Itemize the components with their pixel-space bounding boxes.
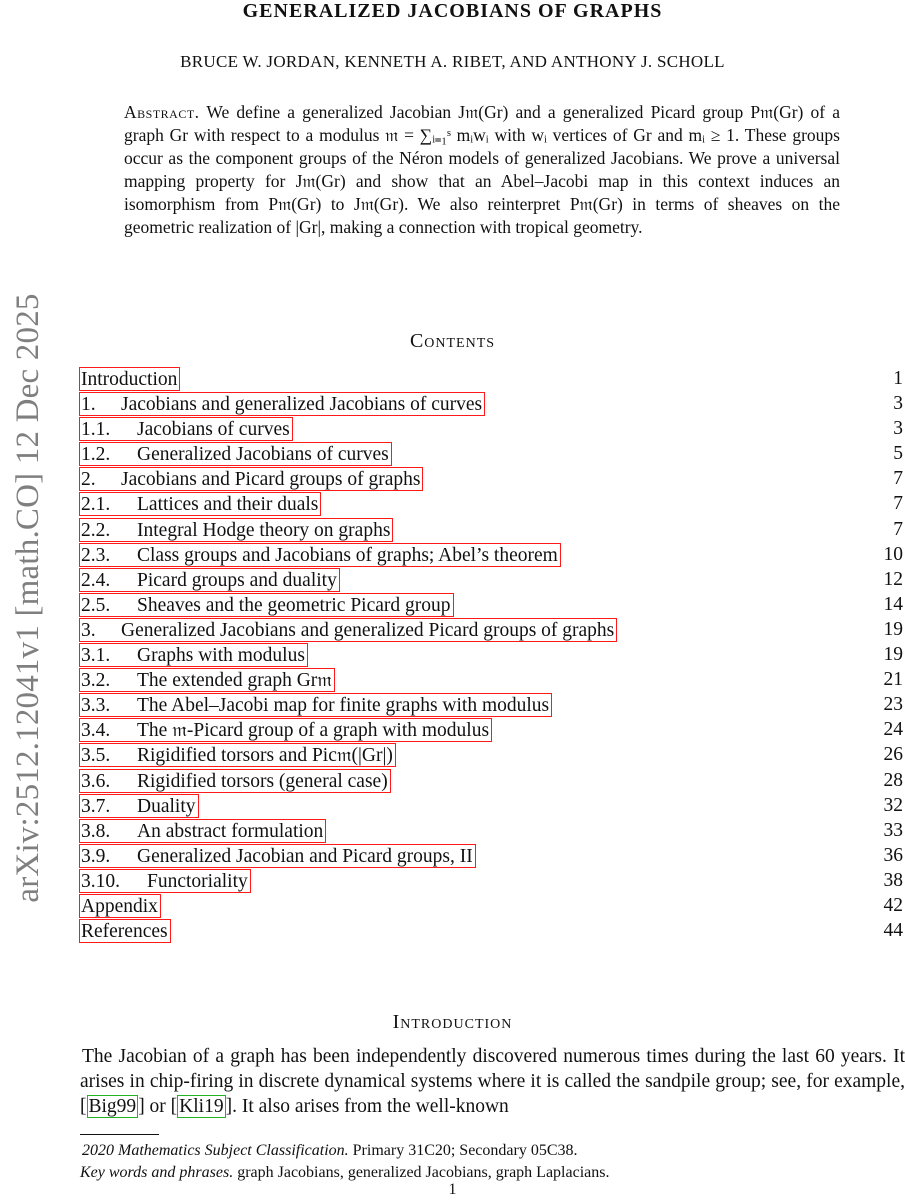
- toc-row: [79, 693, 905, 718]
- toc-section-number: 1.2.: [81, 444, 111, 466]
- toc-page-number: 36: [883, 844, 903, 866]
- toc-section-number: 3.1.: [81, 645, 111, 667]
- toc-section-title: Appendix: [81, 895, 158, 917]
- toc-section-number: 2.: [81, 469, 96, 491]
- toc-row: [79, 568, 905, 593]
- toc-section-title: Rigidified torsors and Pic𝔪(|Gr|): [137, 745, 393, 767]
- toc-section-title: References: [81, 921, 168, 943]
- toc-section-number: 2.3.: [81, 544, 111, 566]
- introduction-paragraph: [80, 1044, 905, 1119]
- toc-section-title: Introduction: [81, 369, 178, 390]
- toc-section-title: The extended graph Gr𝔪: [137, 670, 332, 692]
- toc-section-title: Integral Hodge theory on graphs: [137, 519, 391, 541]
- toc-section-number: 2.4.: [81, 569, 111, 591]
- keywords-text: graph Jacobians, generalized Jacobians, graph Laplacians.: [237, 1164, 610, 1181]
- toc-section-title: Functoriality: [147, 870, 248, 892]
- toc-row: [79, 919, 905, 944]
- toc-section-title: Duality: [137, 795, 196, 817]
- toc-row: [79, 844, 905, 869]
- toc-section-title: Rigidified torsors (general case): [137, 770, 388, 792]
- toc-page-number: 1: [893, 368, 903, 389]
- toc-page-number: 3: [893, 418, 903, 440]
- toc-section-number: 3.2.: [81, 670, 111, 692]
- toc-section-number: 3.6.: [81, 770, 111, 792]
- toc-link[interactable]: [79, 819, 326, 843]
- toc-page-number: 42: [883, 894, 903, 916]
- toc-section-title: Class groups and Jacobians of graphs; Abel’s theorem: [137, 544, 558, 566]
- toc-link[interactable]: [79, 367, 180, 391]
- toc-section-title: Generalized Jacobians and generalized Picard groups of graphs: [121, 619, 615, 641]
- toc-link[interactable]: [79, 643, 308, 667]
- toc-link[interactable]: [79, 869, 251, 893]
- toc-row: [79, 794, 905, 819]
- toc-row: [79, 417, 905, 442]
- toc-link[interactable]: [79, 743, 396, 767]
- toc-link[interactable]: [79, 568, 340, 592]
- toc-section-title: An abstract formulation: [137, 820, 324, 842]
- toc-section-number: 2.1.: [81, 494, 111, 516]
- toc-row: [79, 819, 905, 844]
- toc-link[interactable]: [79, 718, 492, 742]
- toc-link[interactable]: [79, 467, 423, 491]
- toc-page-number: 19: [883, 618, 903, 640]
- toc-page-number: 14: [883, 593, 903, 615]
- toc-section-number: 1.: [81, 394, 96, 416]
- msc-text: Primary 31C20; Secondary 05C38.: [352, 1142, 578, 1159]
- toc-section-title: The Abel–Jacobi map for finite graphs with modulus: [137, 695, 550, 717]
- toc-section-title: Lattices and their duals: [137, 494, 319, 516]
- toc-section-number: 3.4.: [81, 720, 111, 742]
- toc-row: [79, 593, 905, 618]
- toc-link[interactable]: [79, 794, 199, 818]
- toc-section-number: 3.: [81, 619, 96, 641]
- toc-link[interactable]: [79, 618, 617, 642]
- toc-row: [79, 492, 905, 517]
- toc-section-number: 3.3.: [81, 695, 111, 717]
- abstract: [124, 101, 840, 239]
- toc-row: [79, 743, 905, 768]
- toc-row: [79, 769, 905, 794]
- toc-row: [79, 869, 905, 894]
- toc-page-number: 23: [883, 694, 903, 716]
- toc-row: [79, 467, 905, 492]
- toc-section-title: Jacobians and generalized Jacobians of curves: [121, 394, 483, 416]
- footnote-rule: [80, 1134, 159, 1135]
- toc-section-number: 3.5.: [81, 745, 111, 767]
- toc-row: [79, 894, 905, 919]
- toc-page-number: 38: [883, 869, 903, 891]
- toc-section-number: 2.5.: [81, 594, 111, 616]
- arxiv-identifier: arXiv:2512.12041v1 [math.CO] 12 Dec 2025: [10, 293, 46, 903]
- toc-page-number: 24: [883, 719, 903, 741]
- contents-heading: Contents: [409, 330, 496, 352]
- toc-row: [79, 518, 905, 543]
- toc-page-number: 12: [883, 568, 903, 590]
- toc-link[interactable]: [79, 543, 561, 567]
- toc-link[interactable]: [79, 668, 335, 692]
- toc-link[interactable]: [79, 844, 476, 868]
- toc-section-title: Generalized Jacobians of curves: [137, 444, 389, 466]
- toc-section-number: 3.10.: [81, 870, 120, 892]
- toc-page-number: 7: [893, 468, 903, 490]
- toc-row: [79, 367, 905, 392]
- toc-link[interactable]: [79, 417, 293, 441]
- toc-page-number: 32: [883, 794, 903, 816]
- toc-link[interactable]: [79, 919, 171, 943]
- toc-section-number: 2.2.: [81, 519, 111, 541]
- msc-footnote: [80, 1140, 905, 1162]
- paper-title: GENERALIZED JACOBIANS OF GRAPHS: [242, 0, 663, 22]
- intro-text-after: ]. It also arises from the well-known: [225, 1096, 509, 1117]
- toc-page-number: 19: [883, 644, 903, 666]
- toc-row: [79, 392, 905, 417]
- citation-link[interactable]: Big99: [88, 1096, 137, 1117]
- toc-section-number: 1.1.: [81, 419, 111, 441]
- toc-page-number: 33: [883, 819, 903, 841]
- abstract-label: Abstract.: [124, 102, 200, 122]
- toc-section-title: Sheaves and the geometric Picard group: [137, 594, 451, 616]
- toc-page-number: 10: [883, 543, 903, 565]
- toc-page-number: 28: [883, 769, 903, 791]
- toc-link[interactable]: [79, 693, 552, 717]
- table-of-contents: [79, 367, 905, 944]
- toc-link[interactable]: [79, 894, 161, 918]
- toc-row: [79, 442, 905, 467]
- toc-row: [79, 718, 905, 743]
- toc-link[interactable]: [79, 593, 454, 617]
- toc-page-number: 7: [893, 518, 903, 540]
- toc-section-number: 3.9.: [81, 845, 111, 867]
- toc-section-title: Picard groups and duality: [137, 569, 337, 591]
- toc-row: [79, 668, 905, 693]
- intro-text-mid: ] or [: [138, 1096, 178, 1117]
- citation-link[interactable]: Kli19: [179, 1096, 224, 1117]
- toc-section-title: Jacobians of curves: [137, 419, 290, 441]
- author-list: BRUCE W. JORDAN, KENNETH A. RIBET, AND ANTHONY J. SCHOLL: [180, 52, 725, 71]
- page-number: 1: [448, 1181, 457, 1198]
- toc-row: [79, 543, 905, 568]
- toc-page-number: 21: [883, 669, 903, 691]
- toc-section-number: 3.7.: [81, 795, 111, 817]
- keywords-label: Key words and phrases.: [80, 1164, 234, 1181]
- toc-link[interactable]: [79, 392, 485, 416]
- toc-section-title: Graphs with modulus: [137, 645, 305, 667]
- toc-page-number: 7: [893, 493, 903, 515]
- toc-page-number: 3: [893, 393, 903, 415]
- toc-link[interactable]: [79, 492, 321, 516]
- toc-page-number: 26: [883, 744, 903, 766]
- toc-link[interactable]: [79, 442, 392, 466]
- toc-row: [79, 618, 905, 643]
- intro-text-before: The Jacobian of a graph has been independently discovered numerous times during the last 60 years. It arises in chip-firing in discrete dynamical systems where it is called the sandpile group; see, for example, [: [80, 1046, 905, 1117]
- toc-section-title: Generalized Jacobian and Picard groups, II: [137, 845, 473, 867]
- abstract-text: We define a generalized Jacobian J𝔪(Gr) and a generalized Picard group P𝔪(Gr) of a graph Gr with respect to a modulus 𝔪 = ∑ᵢ₌₁ˢ mᵢwᵢ with wᵢ vertices of Gr and mᵢ ≥ 1. These groups occur as the component groups of the Néron models of generalized Jacobians. We prove a universal mapping property for J𝔪(Gr) and show that an Abel–Jacobi map in this context induces an isomorphism from P𝔪(Gr) to J𝔪(Gr). We also reinterpret P𝔪(Gr) in terms of sheaves on the geometric realization of |Gr|, making a connection with tropical geometry.: [124, 102, 840, 237]
- toc-link[interactable]: [79, 769, 391, 793]
- toc-row: [79, 643, 905, 668]
- toc-section-title: Jacobians and Picard groups of graphs: [121, 469, 421, 491]
- introduction-heading: Introduction: [392, 1011, 513, 1033]
- toc-section-title: The 𝔪-Picard group of a graph with modulus: [137, 720, 490, 742]
- toc-page-number: 5: [893, 443, 903, 465]
- msc-label: 2020 Mathematics Subject Classification.: [82, 1142, 349, 1159]
- toc-page-number: 44: [883, 920, 903, 942]
- toc-section-number: 3.8.: [81, 820, 111, 842]
- toc-link[interactable]: [79, 518, 393, 542]
